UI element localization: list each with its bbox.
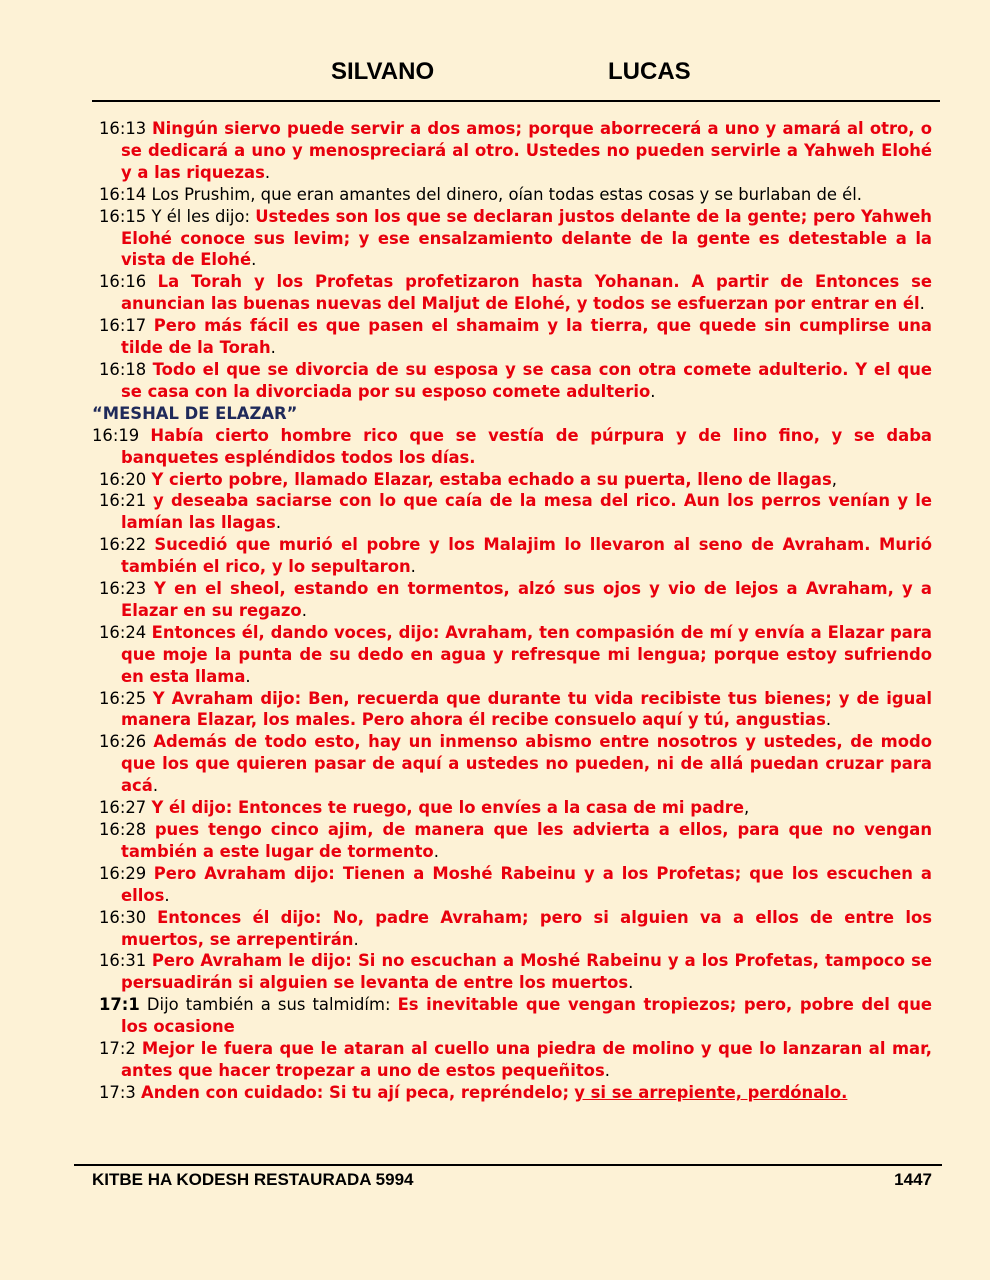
- verse-ref: 16:27: [99, 798, 147, 818]
- verse-text: Y cierto pobre, llamado Elazar, estaba echado a su puerta, lleno de llagas: [151, 469, 832, 489]
- verse-text: Los Prushim, que eran amantes del dinero, oían todas estas cosas y se burlaban de él.: [151, 184, 863, 204]
- verse-ref: 16:31: [99, 951, 147, 971]
- verse-tail: .: [270, 338, 276, 358]
- verse-ref: 16:22: [99, 535, 147, 555]
- verse: [92, 315, 932, 359]
- verse: [92, 1038, 932, 1082]
- verse-ref: 16:19: [92, 425, 140, 445]
- verse-ref: 16:18: [99, 359, 147, 379]
- verse-text: Pero Avraham le dijo: Si no escuchan a Moshé Rabeinu y a los Profetas, tampoco se persuadirán si alguien se levanta de entre los muertos: [121, 951, 933, 993]
- verse: [92, 425, 932, 469]
- verse-text: Entonces él dijo: No, padre Avraham; pero si alguien va a ellos de entre los muertos, se arrepentirán: [121, 907, 932, 949]
- verse: [92, 731, 932, 797]
- verse-text: Pero más fácil es que pasen el shamaim y la tierra, que quede sin cumplirse una tilde de la Torah: [121, 316, 932, 358]
- verse: [92, 490, 932, 534]
- verse-ref: 16:16: [99, 272, 147, 292]
- verse: [92, 359, 932, 403]
- verse-tail: ,: [831, 469, 837, 489]
- verse-text: Y Avraham dijo: Ben, recuerda que durante tu vida recibiste tus bienes; y de igual manera Elazar, los males. Pero ahora él recibe consuelo aquí y tú, angustias: [121, 688, 932, 730]
- verse-text: pues tengo cinco ajim, de manera que les advierta a ellos, para que no vengan también a este lugar de tormento: [121, 820, 932, 861]
- verse-tail: .: [604, 1060, 610, 1080]
- verse-text: Sucedió que murió el pobre y los Malajim lo llevaron al seno de Avraham. Murió también el rico, y lo sepultaron: [121, 535, 932, 577]
- verse: [92, 184, 932, 206]
- verse-tail: .: [275, 513, 282, 533]
- verse-text: Pero Avraham dijo: Tienen a Moshé Rabeinu y a los Profetas; que los escuchen a ellos: [121, 863, 932, 905]
- verse-ref: 16:21: [99, 491, 147, 511]
- verse-text: Es inevitable que vengan tropiezos; pero, pobre del que los ocasione: [121, 995, 933, 1037]
- page-number: 1447: [894, 1170, 932, 1189]
- verse-ref: 16:15: [99, 206, 147, 226]
- verse-text: Ustedes son los que se declaran justos delante de la gente; pero Yahweh Elohé conoce sus levim; y ese ensalzamiento delante de la gente es detestable a la vista de Elohé: [121, 206, 932, 270]
- verse-ref: 16:29: [99, 863, 147, 883]
- verse: [92, 797, 932, 819]
- verse: [92, 907, 932, 951]
- page-body: [92, 118, 932, 1104]
- verse-text: Anden con cuidado: Si tu ají peca, repréndelo;: [141, 1082, 569, 1102]
- verse-ref: 17:1: [99, 995, 140, 1015]
- verse-ref: 16:17: [99, 316, 147, 336]
- verse: [92, 819, 932, 863]
- verse-tail: .: [353, 929, 359, 949]
- verse-tail: .: [919, 294, 925, 314]
- verse-ref: 16:23: [99, 579, 147, 599]
- verse-ref: 16:24: [99, 622, 147, 642]
- verse: [92, 950, 932, 994]
- verse-tail: .: [152, 776, 159, 796]
- verse: [92, 622, 932, 688]
- verse: [92, 688, 932, 732]
- verse-tail: .: [628, 973, 634, 993]
- verse-tail: .: [410, 557, 416, 577]
- verse: [92, 206, 932, 272]
- verse-text: Había cierto hombre rico que se vestía de púrpura y de lino fino, y se daba banquetes espléndidos todos los días.: [121, 425, 932, 467]
- verse-text: Ningún siervo puede servir a dos amos; porque aborrecerá a uno y amará al otro, o se dedicará a uno y menospreciará al otro. Ustedes no pueden servirle a Yahweh Elohé y a las riquezas: [121, 119, 932, 182]
- verse-ref: 16:13: [99, 119, 147, 138]
- verse-plain: Dijo también a sus talmidím:: [146, 995, 391, 1015]
- verse-text: Entonces él, dando voces, dijo: Avraham, ten compasión de mí y envía a Elazar para que moje la punta de su dedo en agua y refresque mi lengua; porque estoy sufriendo en esta llama: [121, 622, 932, 686]
- verse-text: Y él dijo: Entonces te ruego, que lo envíes a la casa de mi padre: [151, 798, 744, 818]
- verse-text: Mejor le fuera que le ataran al cuello una piedra de molino y que lo lanzaran al mar, antes que hacer tropezar a uno de estos pequeñitos: [121, 1039, 932, 1080]
- verse-text: Además de todo esto, hay un inmenso abismo entre nosotros y ustedes, de modo que los que quieren pasar de aquí a ustedes no pueden, ni de allá puedan cruzar para acá: [121, 732, 932, 796]
- verse-tail: .: [825, 710, 832, 730]
- verse: [92, 994, 932, 1038]
- verse: [92, 271, 932, 315]
- verse-ref: 16:26: [99, 732, 147, 752]
- verse-text: Y en el sheol, estando en tormentos, alzó sus ojos y vio de lejos a Avraham, y a Elazar en su regazo: [121, 579, 932, 620]
- verse-ref: 16:20: [99, 469, 147, 489]
- verse-ref: 16:30: [99, 907, 147, 927]
- header-rule: [92, 100, 940, 102]
- verse-text: y deseaba saciarse con lo que caía de la mesa del rico. Aun los perros venían y le lamían las llagas: [121, 491, 932, 533]
- verse-tail: .: [245, 666, 251, 686]
- verse-text: Todo el que se divorcia de su esposa y se casa con otra comete adulterio. Y el que se casa con la divorciada por su esposo comete adulterio: [121, 359, 932, 401]
- verse-tail: .: [251, 250, 257, 270]
- verse: [92, 863, 932, 907]
- verse-tail: .: [264, 162, 271, 182]
- verse: [92, 469, 932, 491]
- verse: [92, 118, 932, 184]
- verse-ref: 17:3: [99, 1082, 136, 1102]
- verse-plain: Y él les dijo:: [151, 206, 251, 226]
- verse: [92, 1082, 932, 1104]
- verse-ref: 17:2: [99, 1039, 136, 1059]
- page-footer: [92, 1170, 932, 1190]
- footer-title: KITBE HA KODESH RESTAURADA 5994: [92, 1170, 414, 1189]
- verse-text-underlined: y si se arrepiente, perdónalo.: [574, 1082, 848, 1102]
- verse-ref: 16:25: [99, 688, 147, 708]
- verse-tail: .: [164, 885, 170, 905]
- footer-rule: [74, 1164, 942, 1166]
- section-heading: “MESHAL DE ELAZAR”: [92, 403, 298, 423]
- verse-tail: .: [301, 600, 307, 620]
- verse-tail: ,: [743, 798, 750, 818]
- verse-tail: .: [650, 381, 656, 401]
- header-author: SILVANO: [331, 58, 435, 85]
- verse-ref: 16:14: [99, 184, 147, 204]
- verse-ref: 16:28: [99, 820, 147, 839]
- verse: [92, 534, 932, 578]
- verse-tail: .: [433, 841, 439, 861]
- verse-text: La Torah y los Profetas profetizaron hasta Yohanan. A partir de Entonces se anuncian las buenas nuevas del Maljut de Elohé, y todos se esfuerzan por entrar en él: [121, 272, 932, 314]
- header-book: LUCAS: [608, 58, 691, 85]
- verse: [92, 578, 932, 622]
